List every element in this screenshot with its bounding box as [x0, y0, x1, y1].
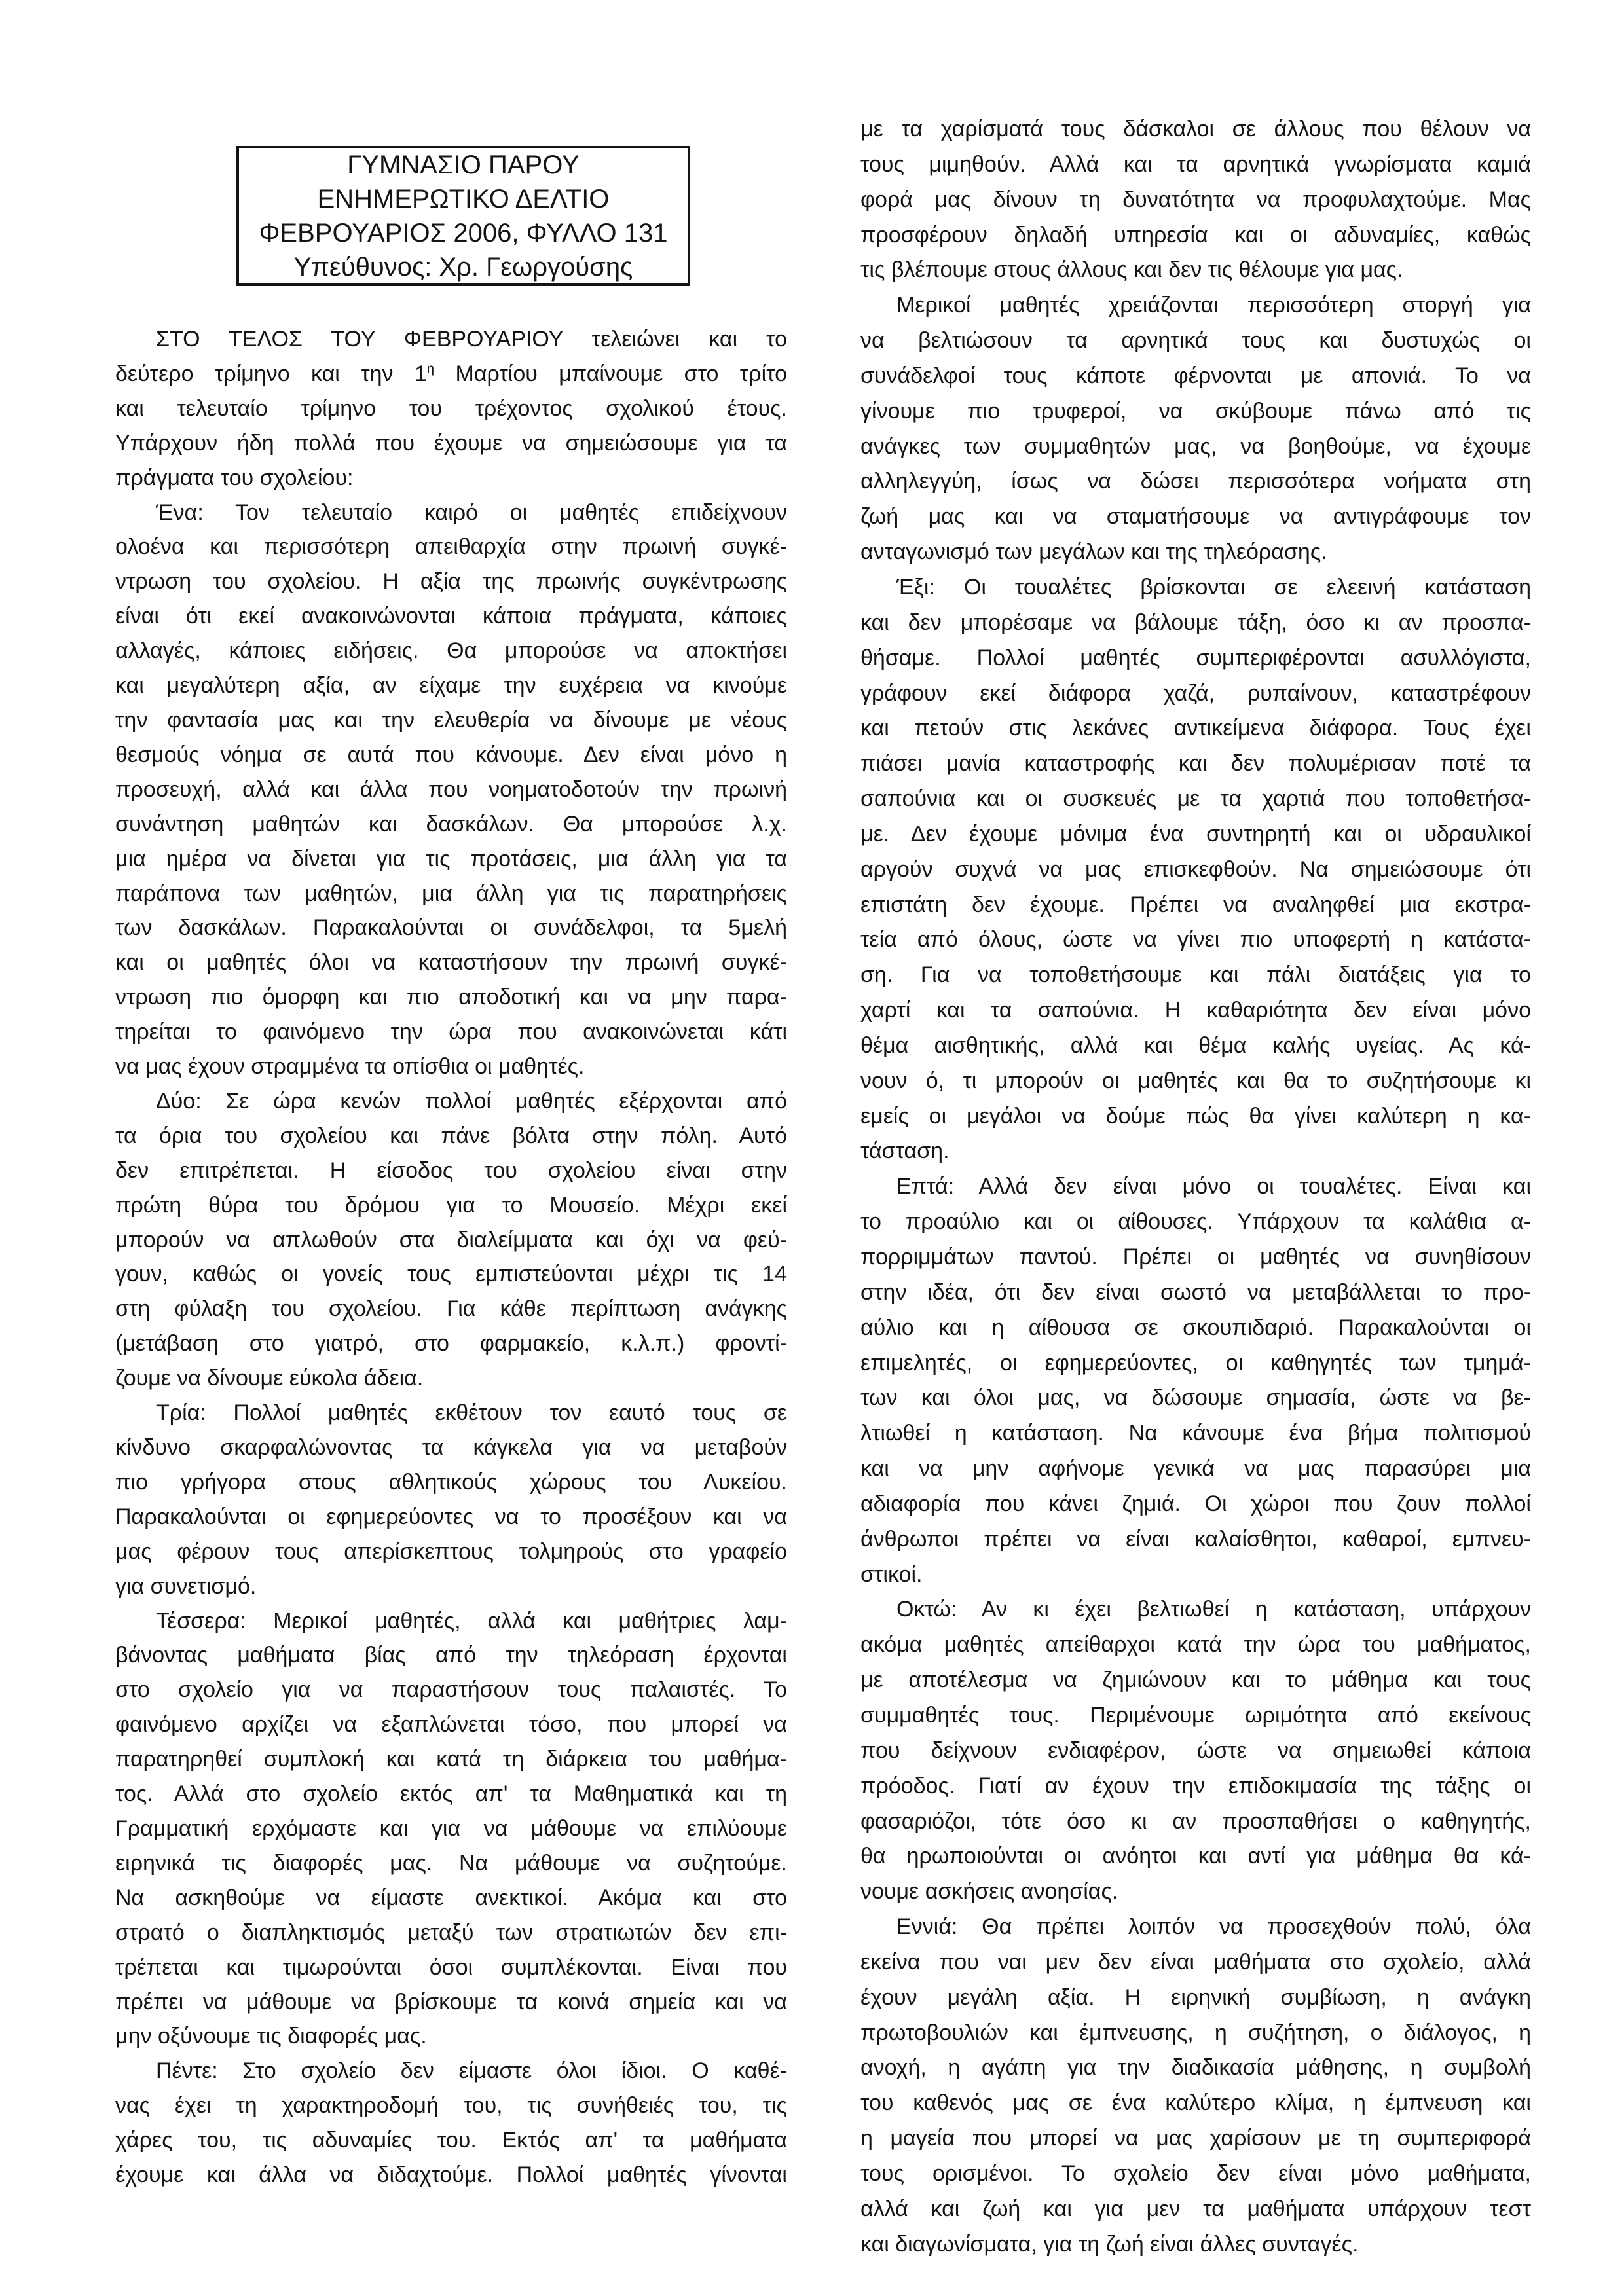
- text-line: εμείς οι μεγάλοι να δούμε πώς θα γίνει καλύτερη η κα-: [860, 1103, 1531, 1129]
- text-line: με τα χαρίσματά τους δάσκαλοι σε άλλους που θέλουν να: [860, 117, 1531, 141]
- text-line: την φαντασία μας και την ελευθερία να δίνουμε με νέους: [115, 707, 787, 733]
- text-line: στο σχολείο για να παραστήσουν τους παλαιστές. Το: [115, 1677, 787, 1703]
- text-line: και να μην αφήνομε γενικά να μας παρασύρει μια: [860, 1456, 1531, 1482]
- text-line: και οι μαθητές όλοι να καταστήσουν την πρωινή συγκέ-: [115, 950, 787, 975]
- text-line: αλλά και ζωή και για μεν τα μαθήματα υπάρχουν τεστ: [860, 2196, 1531, 2221]
- text-line: Τρία: Πολλοί μαθητές εκθέτουν τον εαυτό τους σε: [156, 1400, 787, 1426]
- paragraph: [115, 322, 787, 496]
- text-line: πρέπει να μάθουμε να βρίσκουμε τα κοινά σημεία και να: [115, 1989, 787, 2014]
- text-line: Επτά: Αλλά δεν είναι μόνο οι τουαλέτες. Είναι και: [896, 1174, 1531, 1199]
- text-line: φορά μας δίνουν τη δυνατότητα να προφυλαχτούμε. Μας: [860, 187, 1531, 212]
- text-line: Να ασκηθούμε να είμαστε ανεκτικοί. Ακόμα και στο: [115, 1885, 787, 1910]
- text-line: μας φέρουν τους απερίσκεπτους τολμηρούς στο γραφείο: [115, 1539, 787, 1564]
- text-line: βάνοντας μαθήματα βίας από την τηλεόραση έρχονται: [115, 1643, 787, 1668]
- paragraph: [115, 1604, 787, 2054]
- superscript: η: [426, 361, 435, 376]
- newsletter-header-box: [236, 146, 690, 286]
- text-line: ζουμε να δίνουμε εύκολα άδεια.: [115, 1366, 424, 1391]
- text-line: τος. Αλλά στο σχολείο εκτός απ' τα Μαθηματικά και τη: [115, 1781, 787, 1807]
- text-line: ντρωση πιο όμορφη και πιο αποδοτική και να μην παρα-: [115, 985, 787, 1010]
- text-line: συμμαθητές τους. Περιμένουμε ωριμότητα από εκείνους: [860, 1702, 1531, 1728]
- text-line: γίνουμε πιο τρυφεροί, να σκύβουμε πάνω από τις: [860, 398, 1531, 424]
- text-line: θήσαμε. Πολλοί μαθητές συμπεριφέρονται ασυλλόγιστα,: [860, 645, 1531, 670]
- text-line: νας έχει τη χαρακτηροδομή του, τις συνήθειές του, τις: [115, 2093, 787, 2119]
- text-line: ντρωση του σχολείου. Η αξία της πρωινής συγκέντρωσης: [115, 569, 787, 594]
- text-line: πρώτη θύρα του δρόμου για το Μουσείο. Μέχρι εκεί: [115, 1192, 787, 1218]
- editor-line: Υπεύθυνος: Χρ. Γεωργούσης: [293, 253, 633, 282]
- text-line: για συνετισμό.: [115, 1573, 257, 1599]
- text-line: εκείνα που ναι μεν δεν είναι μαθήματα στο σχολείο, αλλά: [860, 1949, 1531, 1975]
- text-line: με. Δεν έχουμε μόνιμα ένα συντηρητή και οι υδραυλικοί: [860, 821, 1531, 847]
- text-line: χαρτί και τα σαπούνια. Η καθαριότητα δεν είναι μόνο: [860, 998, 1531, 1023]
- text-line: με αποτέλεσμα να ζημιώνουν και το μάθημα και τους: [860, 1667, 1531, 1693]
- text-line: στικοί.: [860, 1561, 923, 1587]
- text-line: άνθρωποι πρέπει να είναι καλαίσθητοι, καθαροί, εμπνευ-: [860, 1526, 1531, 1552]
- text-line: ανταγωνισμό των μεγάλων και της τηλεόρασης.: [860, 539, 1327, 565]
- text-line: συνάντηση μαθητών και δασκάλων. Θα μπορούσε λ.χ.: [115, 811, 787, 837]
- text-line: πιο γρήγορα στους αθλητικούς χώρους του Λυκείου.: [115, 1469, 787, 1495]
- text-line: Εννιά: Θα πρέπει λοιπόν να προσεχθούν πολύ, όλα: [896, 1914, 1531, 1940]
- paragraph: [860, 1169, 1531, 1592]
- text-line: μην οξύνουμε τις διαφορές μας.: [115, 2024, 427, 2049]
- text-line: έχουν μεγάλη αξία. Η ειρηνική συμβίωση, η ανάγκη: [860, 1984, 1531, 2010]
- text-segment: Μαρτίου μπαίνουμε στο τρίτο: [434, 361, 787, 386]
- paragraph: [860, 1910, 1531, 2262]
- text-line: γράφουν εκεί διάφορα χαζά, ρυπαίνουν, καταστρέφουν: [860, 680, 1531, 706]
- text-line: και μεγαλύτερη αξία, αν είχαμε την ευχέρεια να κινούμε: [115, 673, 787, 699]
- text-line: σαπούνια και οι συσκευές με τα χαρτιά που τοποθετήσα-: [860, 786, 1531, 812]
- text-line: να βελτιώσουν τα αρνητικά τους και δυστυχώς οι: [860, 328, 1531, 354]
- text-line: στη φύλαξη του σχολείου. Για κάθε περίπτωση ανάγκης: [115, 1296, 787, 1322]
- text-line: ΣΤΟ ΤΕΛΟΣ ΤΟΥ ΦΕΒΡΟΥΑΡΙΟΥ τελειώνει και το: [156, 327, 787, 352]
- text-line: τεία από όλους, ώστε να γίνει πιο υποφερτή η κατάστα-: [860, 927, 1531, 953]
- text-line: ολοένα και περισσότερη απειθαρχία στην πρωινή συγκέ-: [115, 534, 787, 560]
- paragraph: [860, 570, 1531, 1169]
- text-line: Τέσσερα: Μερικοί μαθητές, αλλά και μαθήτριες λαμ-: [156, 1608, 787, 1633]
- text-line: ανοχή, η αγάπη για την διαδικασία μάθησης, η συμβολή: [860, 2055, 1531, 2081]
- text-line: νουμε ασκήσεις ανοησίας.: [860, 1879, 1118, 1904]
- text-line: Πέντε: Στο σχολείο δεν είμαστε όλοι ίδιοι. Ο καθέ-: [156, 2058, 787, 2084]
- paragraph: [860, 112, 1531, 288]
- text-line: ζωή μας και να σταματήσουμε να αντιγράφουμε τον: [860, 504, 1531, 530]
- issue-info: ΦΕΒΡΟΥΑΡΙΟΣ 2006, ΦΥΛΛΟ 131: [259, 219, 668, 247]
- text-line: πιάσει μανία καταστροφής και δεν πολυμέρισαν ποτέ τα: [860, 751, 1531, 776]
- text-line: ειρηνικά τις διαφορές μας. Να μάθουμε να συζητούμε.: [115, 1850, 787, 1876]
- text-line: ση. Για να τοποθετήσουμε και πάλι διατάξεις για το: [860, 962, 1531, 988]
- text-line: αδιαφορία που κάνει ζημιά. Οι χώροι που ζουν πολλοί: [860, 1491, 1531, 1516]
- text-line: συνάδελφοί τους κάποτε φέρνονται με απονιά. Το να: [860, 363, 1531, 388]
- text-line: αλλαγές, κάποιες ειδήσεις. Θα μπορούσε να αποκτήσει: [115, 638, 787, 664]
- text-line: στρατό ο διαπληκτισμός μεταξύ των στρατιωτών δεν επι-: [115, 1920, 787, 1945]
- text-line: αύλιο και η αίθουσα σε σκουπιδαριό. Παρακαλούνται οι: [860, 1315, 1531, 1340]
- text-line: τους ορισμένοι. Το σχολείο δεν είναι μόνο μαθήματα,: [860, 2160, 1531, 2186]
- text-line: στην ιδέα, ότι δεν είναι σωστό να μεταβάλλεται το προ-: [860, 1279, 1531, 1305]
- text-line: ανάγκες των συμμαθητών μας, να βοηθούμε, να έχουμε: [860, 433, 1531, 459]
- text-line: νουν ό, τι μπορούν οι μαθητές και θα το συζητήσουμε κι: [860, 1068, 1531, 1093]
- text-line: να μας έχουν στραμμένα τα οπίσθια οι μαθητές.: [115, 1054, 585, 1080]
- text-line: του καθενός μας σε ένα καλύτερο κλίμα, η έμπνευση και: [860, 2090, 1531, 2116]
- text-line: τηρείται το φαινόμενο την ώρα που ανακοινώνεται κάτι: [115, 1019, 787, 1045]
- paragraph: [115, 1084, 787, 1396]
- text-line: φαινόμενο αρχίζει να εξαπλώνεται τόσο, που μπορεί να: [115, 1712, 787, 1738]
- text-line: (μετάβαση στο γιατρό, στο φαρμακείο, κ.λ.π.) φροντί-: [115, 1331, 787, 1357]
- text-line: των και όλοι μας, να δώσουμε σημασία, ώστε να βε-: [860, 1385, 1531, 1411]
- text-line: πρωτοβουλιών και έμπνευσης, η συζήτηση, ο διάλογος, η: [860, 2020, 1531, 2045]
- text-line: χάρες του, τις αδυναμίες του. Εκτός απ' τα μαθήματα: [115, 2128, 787, 2153]
- text-line: Γραμματική ερχόμαστε και για να μάθουμε να επιλύουμε: [115, 1815, 787, 1841]
- text-line: τους μιμηθούν. Αλλά και τα αρνητικά γνωρίσματα καμιά: [860, 151, 1531, 177]
- text-line: που δείχνουν ενδιαφέρον, ώστε να σημειωθεί κάποια: [860, 1738, 1531, 1763]
- text-line: η μαγεία που μπορεί να μας χαρίσουν με τη συμπεριφορά: [860, 2126, 1531, 2151]
- text-line: αλληλεγγύη, ίσως να δώσει περισσότερα νοήματα στη: [860, 469, 1531, 494]
- paragraph: [860, 1592, 1531, 1910]
- text-line: Υπάρχουν ήδη πολλά που έχουμε να σημειώσουμε για τα: [115, 430, 787, 456]
- text-line: θέμα αισθητικής, αλλά και θέμα καλής υγείας. Ας κά-: [860, 1032, 1531, 1058]
- text-line: κίνδυνο σκαρφαλώνοντας τα κάγκελα για να μεταβούν: [115, 1435, 787, 1460]
- text-line: τις βλέπουμε στους άλλους και δεν τις θέλουμε για μας.: [860, 257, 1403, 283]
- paragraph: [115, 2054, 787, 2193]
- text-line: Ένα: Τον τελευταίο καιρό οι μαθητές επιδείχνουν: [156, 500, 787, 525]
- text-line: το προαύλιο και οι αίθουσες. Υπάρχουν τα καλάθια α-: [860, 1209, 1531, 1235]
- text-line: τα όρια του σχολείου και πάνε βόλτα στην πόλη. Αυτό: [115, 1123, 787, 1148]
- text-line: προσφέρουν δηλαδή υπηρεσία και οι αδυναμίες, καθώς: [860, 222, 1531, 247]
- text-line: πράγματα του σχολείου:: [115, 465, 354, 490]
- text-line: γουν, καθώς οι γονείς τους εμπιστεύονται μέχρι τις 14: [115, 1262, 787, 1287]
- text-line: πρόοδος. Γιατί αν έχουν την επιδοκιμασία της τάξης οι: [860, 1773, 1531, 1798]
- paragraph: [115, 1396, 787, 1603]
- text-line: και δεν μπορέσαμε να βάλουμε τάξη, όσο κι αν προσπα-: [860, 610, 1531, 635]
- text-line: αργούν συχνά να μας επισκεφθούν. Να σημειώσουμε ότι: [860, 856, 1531, 882]
- text-line: είναι ότι εκεί ανακοινώνονται κάποια πράγματα, κάποιες: [115, 604, 787, 629]
- text-line: Έξι: Οι τουαλέτες βρίσκονται σε ελεεινή κατάσταση: [896, 574, 1531, 600]
- school-name: ΓΥΜΝΑΣΙΟ ΠΑΡΟΥ: [347, 151, 580, 179]
- text-line: τρέπεται και τιμωρούνται όσοι συμπλέκονται. Είναι που: [115, 1954, 787, 1980]
- left-column: [115, 322, 787, 2193]
- text-segment: δεύτερο τρίμηνο και την 1: [115, 361, 427, 386]
- text-line: Παρακαλούνται οι εφημερεύοντες να το προσέξουν και να: [115, 1504, 787, 1529]
- text-line: [115, 357, 787, 392]
- text-line: των δασκάλων. Παρακαλούνται οι συνάδελφοι, τα 5μελή: [115, 915, 787, 941]
- text-line: Δύο: Σε ώρα κενών πολλοί μαθητές εξέρχονται από: [156, 1088, 787, 1114]
- text-line: και διαγωνίσματα, για τη ζωή είναι άλλες συνταγές.: [860, 2231, 1359, 2257]
- text-line: μια ημέρα να δίνεται για τις προτάσεις, μια άλλη για τα: [115, 846, 787, 871]
- text-line: ακόμα μαθητές απείθαρχοι κατά την ώρα του μαθήματος,: [860, 1632, 1531, 1658]
- text-line: επιμελητές, οι εφημερεύοντες, οι καθηγητές των τμημά-: [860, 1350, 1531, 1376]
- text-line: δεν επιτρέπεται. Η είσοδος του σχολείου είναι στην: [115, 1157, 787, 1183]
- text-line: παράπονα των μαθητών, μια άλλη για τις παρατηρήσεις: [115, 881, 787, 906]
- text-line: Μερικοί μαθητές χρειάζονται περισσότερη στοργή για: [896, 293, 1531, 318]
- paragraph: [115, 496, 787, 1084]
- paragraph: [860, 288, 1531, 570]
- text-line: λτιωθεί η κατάσταση. Να κάνουμε ένα βήμα πολιτισμού: [860, 1421, 1531, 1446]
- right-column: [860, 112, 1531, 2262]
- text-line: μπορούν να απλωθούν στα διαλείμματα και όχι να φεύ-: [115, 1227, 787, 1252]
- text-line: θεσμούς νόημα σε αυτά που κάνουμε. Δεν είναι μόνο η: [115, 742, 787, 767]
- text-line: θα ηρωποιούνται οι ανόητοι και αντί για μάθημα θα κά-: [860, 1844, 1531, 1869]
- text-line: και πετούν στις λεκάνες αντικείμενα διάφορα. Τους έχει: [860, 716, 1531, 741]
- text-line: Οκτώ: Αν κι έχει βελτιωθεί η κατάσταση, υπάρχουν: [896, 1597, 1531, 1622]
- text-line: φασαριόζοι, τότε όσο κι αν προσπαθήσει ο καθηγητής,: [860, 1808, 1531, 1834]
- text-line: πορριμμάτων παντού. Πρέπει οι μαθητές να συνηθίσουν: [860, 1245, 1531, 1269]
- newsletter-title: ΕΝΗΜΕΡΩΤΙΚΟ ΔΕΛΤΙΟ: [317, 185, 610, 213]
- text-line: και τελευταίο τρίμηνο του τρέχοντος σχολικού έτους.: [115, 395, 787, 421]
- text-line: παρατηρηθεί συμπλοκή και κατά τη διάρκεια του μαθήμα-: [115, 1747, 787, 1772]
- text-line: έχουμε και άλλα να διδαχτούμε. Πολλοί μαθητές γίνονται: [115, 2162, 787, 2188]
- text-line: προσευχή, αλλά και άλλα που νοηματοδοτούν την πρωινή: [115, 776, 787, 802]
- text-line: επιστάτη δεν έχουμε. Πρέπει να αναληφθεί μια εκστρα-: [860, 892, 1531, 917]
- text-line: τάσταση.: [860, 1139, 950, 1164]
